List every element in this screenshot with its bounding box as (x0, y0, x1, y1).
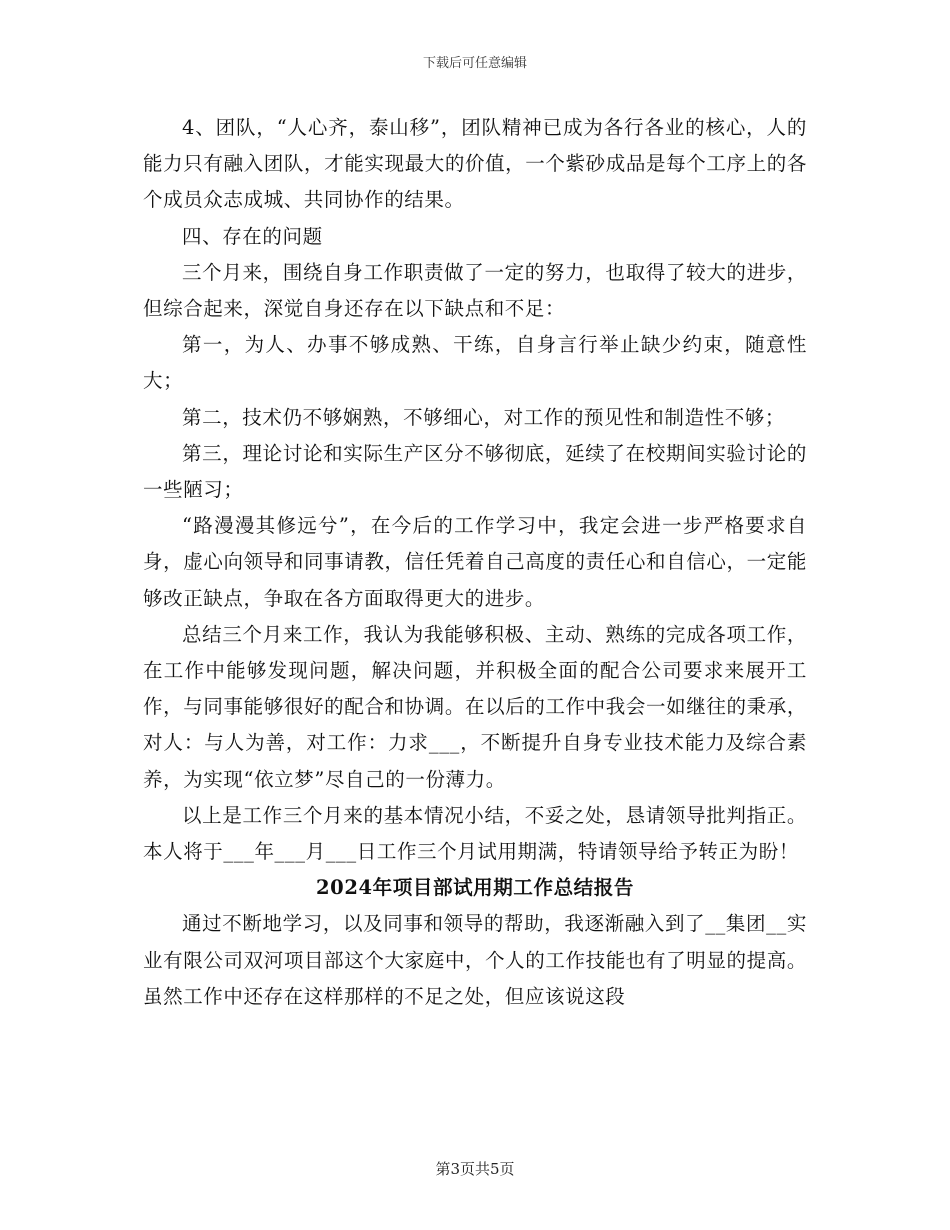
paragraph-team: 4、团队，“人心齐，泰山移”，团队精神已成为各行各业的核心，人的能力只有融入团队，才能实现最大的价值，一个紫砂成品是每个工序上的各个成员众志成城、共同协作的结果。 (143, 116, 807, 212)
paragraph-commitment: “路漫漫其修远兮”，在今后的工作学习中，我定会进一步严格要求自身，虚心向领导和同事请教，信任凭着自己高度的责任心和自信心，一定能够改正缺点，争取在各方面取得更大的进步。 (143, 514, 807, 610)
paragraph-report-intro: 通过不断地学习，以及同事和领导的帮助，我逐渐融入到了__集团__实业有限公司双河项目部这个大家庭中，个人的工作技能也有了明显的提高。虽然工作中还存在这样那样的不足之处，但应该说这段 (143, 912, 807, 1008)
paragraph-first-shortcoming: 第一，为人、办事不够成熟、干练，自身言行举止缺少约束，随意性大； (143, 333, 807, 393)
paragraph-summary: 总结三个月来工作，我认为我能够积极、主动、熟练的完成各项工作，在工作中能够发现问题，解决问题，并积极全面的配合公司要求来展开工作，与同事能够很好的配合和协调。在以后的工作中我会一如继往的秉承，对人：与人为善，对工作：力求___，不断提升自身专业技术能力及综合素养，为实现“依立梦”尽自己的一份薄力。 (143, 622, 807, 791)
section-heading-problems: 四、存在的问题 (182, 224, 323, 248)
paragraph-closing: 以上是工作三个月来的基本情况小结，不妥之处，恳请领导批判指正。本人将于___年___月___日工作三个月试用期满，特请领导给予转正为盼！ (143, 803, 807, 864)
paragraph-third-shortcoming: 第三，理论讨论和实际生产区分不够彻底，延续了在校期间实验讨论的一些陋习； (143, 441, 807, 502)
report-title: 2024年项目部试用期工作总结报告 (316, 876, 634, 900)
page-header-note: 下载后可任意编辑 (422, 56, 527, 71)
paragraph-overview: 三个月来，围绕自身工作职责做了一定的努力，也取得了较大的进步，但综合起来，深觉自身还存在以下缺点和不足： (143, 260, 807, 321)
page-number-footer: 第3页共5页 (435, 1160, 515, 1178)
document-body (143, 110, 807, 1015)
paragraph-second-shortcoming: 第二，技术仍不够娴熟，不够细心，对工作的预见性和制造性不够； (182, 405, 786, 429)
